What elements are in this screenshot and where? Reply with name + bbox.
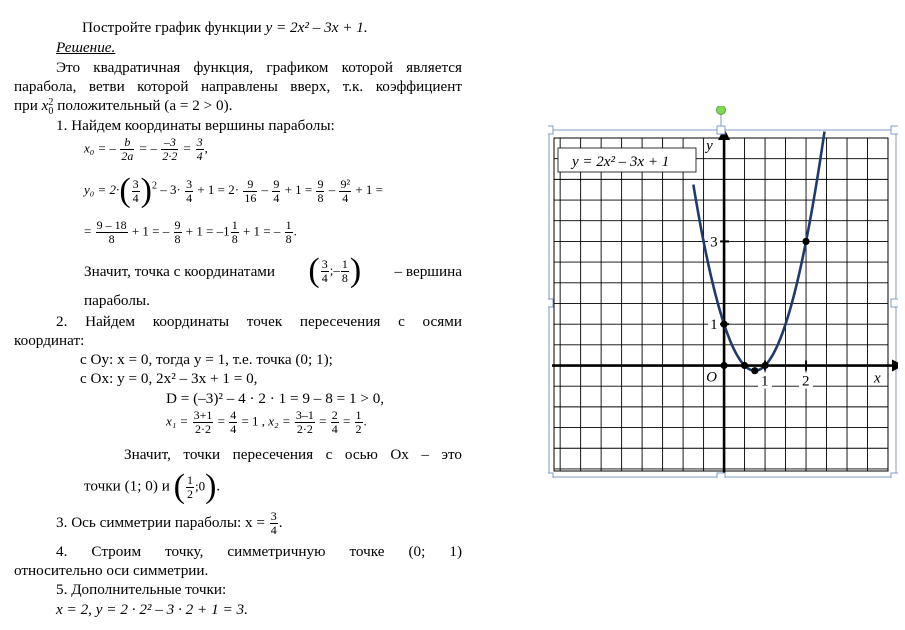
points-start: точки (1; 0) и xyxy=(84,477,170,495)
y0-f3-den: 16 xyxy=(244,190,257,205)
resize-handle[interactable] xyxy=(548,299,553,307)
vertex-num2: 1 xyxy=(341,256,348,271)
y0-f5-num: 9 xyxy=(317,176,324,191)
l3-f2-num: 9 xyxy=(174,218,181,232)
l3-f4-den: 8 xyxy=(285,232,292,246)
x0-eq3: = xyxy=(182,140,192,156)
step4-line-1: 4. Строим точку, симметричную точке (0; 1) xyxy=(56,543,462,560)
points-sep: ;0 xyxy=(194,478,206,494)
resize-handle[interactable] xyxy=(891,473,898,478)
y0-tail: + 1 = xyxy=(355,181,384,197)
labels xyxy=(558,138,881,390)
x0-frac2-den: 2·2 xyxy=(162,149,178,163)
y0-paren-num: 3 xyxy=(132,176,139,191)
x2-eq2: = xyxy=(342,413,351,429)
y0-mid4: + 1 = xyxy=(284,181,313,197)
x0-frac3-num: 3 xyxy=(196,135,203,149)
l3-m1: + 1 = – xyxy=(131,223,170,239)
intro-line-1: Это квадратичная функция, графиком которой является xyxy=(56,59,462,76)
y0-paren-den: 4 xyxy=(132,190,139,205)
oy-intersection: с Oy: x = 0, тогда y = 1, т.е. точка (0; 1); xyxy=(80,351,333,368)
x2-num3: 1 xyxy=(355,408,362,422)
x0-frac1-num: b xyxy=(120,136,134,150)
x2-lhs: x₂ = xyxy=(268,413,291,429)
points-line-2: точки (1; 0) и ( $\frac{1}{2}$ ;0). xyxy=(84,468,221,505)
intro-line-3 xyxy=(14,96,232,116)
resize-handle[interactable] xyxy=(891,126,898,134)
points-den: 2 xyxy=(186,486,193,501)
x2-den: 2·2 xyxy=(296,422,313,436)
data-point xyxy=(802,238,809,245)
y0-mid5: – xyxy=(328,181,336,197)
x1-eq: = xyxy=(217,413,225,429)
roots-line xyxy=(166,409,367,436)
resize-handle[interactable] xyxy=(717,473,725,478)
step3-text: 3. Ось симметрии параболы: x = xyxy=(56,513,265,531)
grid xyxy=(554,138,888,471)
vertex-sep: ;– xyxy=(329,262,340,278)
l3-f3-den: 8 xyxy=(231,232,238,246)
step3-den: 4 xyxy=(270,523,277,537)
vertex-line-2: параболы. xyxy=(84,292,150,309)
y-tick-label: 1 xyxy=(710,317,718,334)
y0-continuation xyxy=(84,219,297,246)
step5-heading: 5. Дополнительные точки: xyxy=(56,581,227,598)
chart-title: y = 2x² – 3x + 1 xyxy=(572,154,670,170)
data-point xyxy=(751,367,758,374)
y-tick-label: 3 xyxy=(710,234,718,251)
y0-f3-num: 9 xyxy=(243,178,257,192)
intro-x-sup: 2 xyxy=(48,96,54,108)
intro-x-var: x xyxy=(41,97,49,114)
x0-frac2-num: –3 xyxy=(161,136,178,150)
l3-f2-den: 8 xyxy=(174,232,181,246)
x-axis-label: x xyxy=(874,370,881,387)
points-line-1: Значит, точки пересечения с осью Ox – это xyxy=(124,446,462,463)
task-formula: y = 2x² – 3x + 1. xyxy=(265,19,368,36)
y0-lhs: y₀ = 2· xyxy=(84,181,120,197)
step2-heading-2: координат: xyxy=(14,332,85,349)
x1-num2: 4 xyxy=(230,408,237,422)
l3-m2: + 1 = –1 xyxy=(185,223,230,239)
x1-den2: 4 xyxy=(230,422,237,436)
x-axis-arrow xyxy=(892,360,898,372)
y0-f2-den: 4 xyxy=(186,190,193,205)
x2-num: 3–1 xyxy=(295,408,314,422)
vertex-end: – вершина xyxy=(394,262,462,280)
x2-tail: . xyxy=(363,413,367,429)
intro-x-sub: 0 xyxy=(48,105,54,117)
l3-f1-num: 9 – 18 xyxy=(96,218,127,232)
l3-f3-num: 1 xyxy=(231,218,238,232)
x1-lhs: x₁ = xyxy=(166,413,189,429)
y0-f6-num: 9² xyxy=(340,176,351,191)
resize-handle[interactable] xyxy=(891,299,898,307)
vertex-den1: 4 xyxy=(321,270,328,285)
x1-tail: = 1 , xyxy=(241,413,266,429)
l3-m3: + 1 = – xyxy=(242,223,281,239)
x-tick-label: 1 xyxy=(761,373,769,390)
x2-den3: 2 xyxy=(355,422,362,436)
y0-mid2: + 1 = 2· xyxy=(197,181,240,197)
l3-f4-num: 1 xyxy=(285,218,292,232)
task-title: Постройте график функции xyxy=(82,19,262,36)
y0-mid1: – 3· xyxy=(160,181,181,197)
y0-f6-den: 4 xyxy=(342,190,349,205)
points-end: . xyxy=(216,477,221,495)
parabola-graph[interactable] xyxy=(548,106,898,478)
x0-lhs: x₀ = – xyxy=(84,140,117,156)
x0-tail: , xyxy=(204,140,208,156)
resize-handle[interactable] xyxy=(548,473,553,478)
data-point xyxy=(720,321,727,328)
resize-handle[interactable] xyxy=(548,126,553,134)
data-point xyxy=(761,362,768,369)
step3-num: 3 xyxy=(270,509,277,523)
y0-f4-num: 9 xyxy=(273,176,280,191)
intro-line-3-start: при xyxy=(14,97,38,114)
rotate-handle[interactable] xyxy=(717,106,726,115)
x-tick-label: 2 xyxy=(802,373,810,390)
step3-tail: . xyxy=(278,513,283,531)
y-axis-label: y xyxy=(706,138,713,154)
y0-f5-den: 8 xyxy=(317,190,324,205)
y0-f2-num: 3 xyxy=(186,176,193,191)
grid-border xyxy=(554,138,888,471)
step5-line: x = 2, y = 2 · 2² – 3 · 2 + 1 = 3. xyxy=(56,601,248,618)
x2-num2: 2 xyxy=(331,408,338,422)
x0-eq2: = – xyxy=(138,140,158,156)
points-num: 1 xyxy=(186,472,193,487)
intro-line-2: парабола, ветви которой направлены вверх, т.к. коэффициент xyxy=(14,78,462,95)
x1-num: 3+1 xyxy=(193,408,213,422)
x2-den2: 4 xyxy=(331,422,338,436)
y0-f4-den: 4 xyxy=(273,190,280,205)
data-point xyxy=(720,362,727,369)
solution-label: Решение. xyxy=(56,39,116,56)
y0-mid3: – xyxy=(261,181,269,197)
parabola-curve xyxy=(693,132,824,371)
vertex-den2: 8 xyxy=(341,270,348,285)
l3-f1-den: 8 xyxy=(108,232,115,246)
step2-heading-1: 2. Найдем координаты точек пересечения с осями xyxy=(56,313,462,330)
task-line xyxy=(82,18,368,37)
l3-tail: . xyxy=(293,223,297,239)
vertex-num1: 3 xyxy=(321,256,328,271)
vertex-text: Значит, точка с координатами xyxy=(84,262,276,280)
x0-formula xyxy=(84,136,208,163)
x0-frac1-den: 2a xyxy=(121,149,134,163)
intro-line-3-end: положительный (a = 2 > 0). xyxy=(57,97,233,114)
step3-line xyxy=(56,510,283,537)
vertex-statement: Значит, точка с координатами ( $\frac{3}{4}$ ;– $\frac{1}{8}$ ) – вершина xyxy=(84,252,462,289)
x1-den: 2·2 xyxy=(194,422,211,436)
resize-handle[interactable] xyxy=(717,126,725,134)
discriminant: D = (–3)² – 4 · 2 · 1 = 9 – 8 = 1 > 0, xyxy=(166,390,385,407)
origin-label: O xyxy=(706,369,717,386)
l3-eq: = xyxy=(84,223,92,239)
x2-eq: = xyxy=(319,413,327,429)
y0-formula: y₀ = 2·( $\frac{3}{4}$ )$^2$ – 3· $\frac{3}{4}$ + 1 = 2· $\frac{9}{16}$ – $\frac{9}{4}$ + 1 = $\frac{9}{8}$ – $\frac{\text{9²}}{4}$ + 1 = xyxy=(84,172,384,209)
ox-intersection: с Ox: y = 0, 2x² – 3x + 1 = 0, xyxy=(80,370,258,387)
y0-sup: 2 xyxy=(151,180,157,192)
x0-frac3-den: 4 xyxy=(196,149,203,163)
curve xyxy=(693,132,824,371)
step1-heading: 1. Найдем координаты вершины параболы: xyxy=(56,117,335,134)
step4-line-2: относительно оси симметрии. xyxy=(14,562,209,579)
data-point xyxy=(741,362,748,369)
